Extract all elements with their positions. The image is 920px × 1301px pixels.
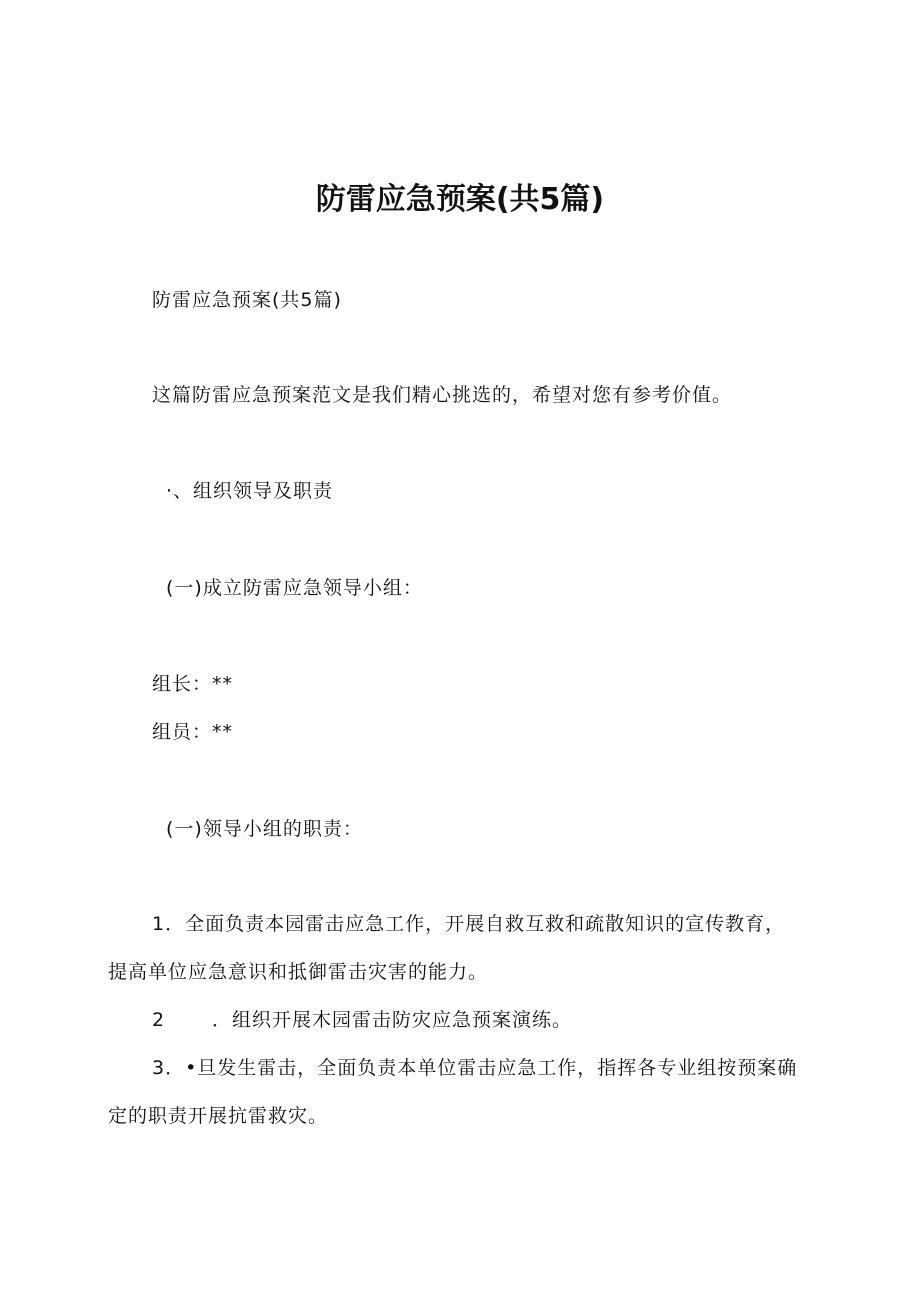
- duty-item-3: [152, 1056, 797, 1080]
- duty-item-1-continued: 提高单位应急意识和抵御雷击灾害的能力。: [108, 961, 489, 983]
- document-title: 防雷应急预案(共5篇): [315, 182, 605, 217]
- duty-number: 2: [152, 1009, 166, 1031]
- section-heading: ·、组织领导及职责: [166, 480, 334, 502]
- document-subtitle: 防雷应急预案(共5篇): [152, 289, 342, 311]
- sub-heading-2: (一)领导小组的职责：: [166, 818, 363, 840]
- member-line: 组员：**: [152, 721, 234, 743]
- duty-number: 1: [152, 913, 166, 935]
- duty-text: ．全面负责本园雷击应急工作，开展自救互救和疏散知识的宣传教育，: [165, 913, 786, 935]
- leader-line: 组长：**: [152, 673, 234, 695]
- duty-text: ．•旦发生雷击，全面负责本单位雷击应急工作，指挥各专业组按预案确: [165, 1057, 798, 1079]
- duty-item-3-continued: 定的职责开展抗雷救灾。: [108, 1105, 329, 1127]
- duty-item-2: [152, 1008, 572, 1032]
- intro-paragraph: 这篇防雷应急预案范文是我们精心挑选的，希望对您有参考价值。: [152, 384, 733, 406]
- duty-number: 3: [152, 1057, 166, 1079]
- sub-heading-1: (一)成立防雷应急领导小组：: [166, 577, 423, 599]
- duty-text: ．组织开展木园雷击防灾应急预案演练。: [212, 1009, 573, 1031]
- duty-item-1: [152, 912, 785, 936]
